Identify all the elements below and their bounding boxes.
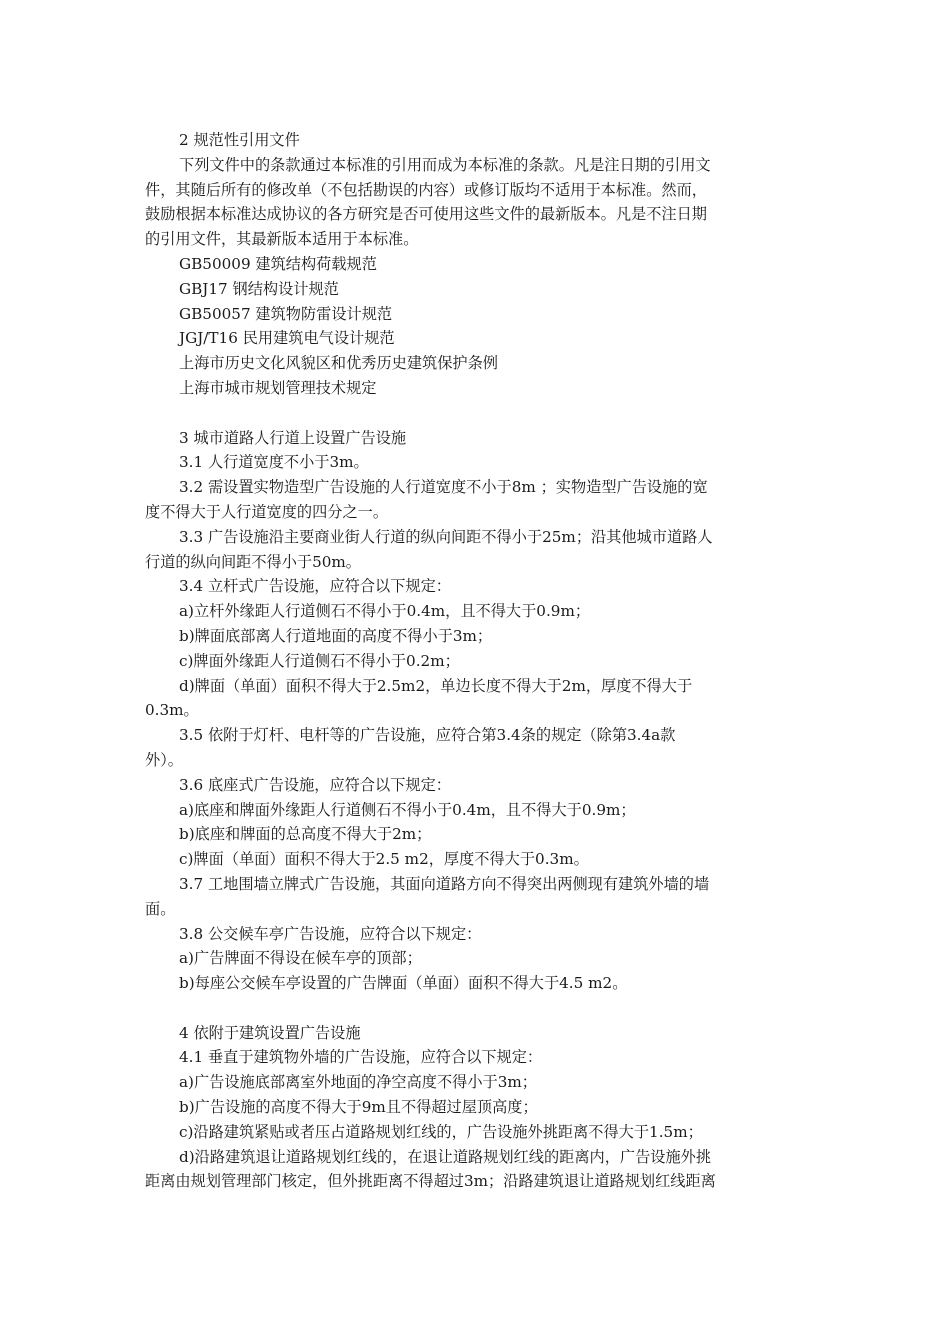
text-line: a)广告牌面不得设在候车亭的顶部； — [179, 949, 422, 968]
text-line: 3.1 人行道宽度不小于3m。 — [179, 453, 369, 472]
text-line: 3.6 底座式广告设施，应符合以下规定： — [179, 775, 451, 794]
blank-line — [145, 996, 800, 1021]
text-line: GB50009 建筑结构荷载规范 — [179, 254, 377, 273]
text-line: GB50057 建筑物防雷设计规范 — [179, 304, 393, 323]
text-line: 上海市城市规划管理技术规定 — [179, 378, 377, 397]
text-line: a)广告设施底部离室外地面的净空高度不得小于3m； — [179, 1073, 537, 1092]
text-line: 的引用文件，其最新版本适用于本标准。 — [145, 230, 419, 249]
text-line: b)每座公交候车亭设置的广告牌面（单面）面积不得大于4.5 m2。 — [179, 974, 628, 993]
text-line: c)牌面外缘距人行道侧石不得小于0.2m； — [179, 651, 460, 670]
text-line: 3.7 工地围墙立牌式广告设施，其面向道路方向不得突出两侧现有建筑外墙的墙 — [179, 874, 710, 893]
text-line: 2 规范性引用文件 — [179, 131, 300, 149]
text-line: 3.8 公交候车亭广告设施，应符合以下规定： — [179, 924, 482, 943]
text-line: d)牌面（单面）面积不得大于2.5m2，单边长度不得大于2m，厚度不得大于 — [179, 676, 693, 695]
text-line: 行道的纵向间距不得小于50m。 — [145, 552, 361, 571]
text-line: 4 依附于建筑设置广告设施 — [179, 1023, 361, 1042]
text-line: 0.3m。 — [145, 701, 199, 720]
text-line: 4.1 垂直于建筑物外墙的广告设施，应符合以下规定： — [179, 1048, 543, 1067]
text-line: c)牌面（单面）面积不得大于2.5 m2，厚度不得大于0.3m。 — [179, 850, 589, 869]
text-line: 上海市历史文化风貌区和优秀历史建筑保护条例 — [179, 354, 498, 373]
text-line: a)立杆外缘距人行道侧石不得小于0.4m，且不得大于0.9m； — [179, 602, 591, 621]
text-line: 面。 — [145, 899, 176, 918]
text-line: 3 城市道路人行道上设置广告设施 — [179, 428, 407, 447]
text-line: b)牌面底部离人行道地面的高度不得小于3m； — [179, 626, 493, 645]
text-line: 距离由规划管理部门核定，但外挑距离不得超过3m；沿路建筑退让道路规划红线距离 — [145, 1172, 716, 1191]
text-line: 外）。 — [145, 750, 183, 769]
text-line: 下列文件中的条款通过本标准的引用而成为本标准的条款。凡是注日期的引用文 — [179, 155, 711, 174]
text-line: a)底座和牌面外缘距人行道侧石不得小于0.4m，且不得大于0.9m； — [179, 800, 636, 819]
text-line: b)广告设施的高度不得大于9m且不得超过屋顶高度； — [179, 1098, 538, 1117]
text-line: d)沿路建筑退让道路规划红线的，在退让道路规划红线的距离内，广告设施外挑 — [179, 1147, 712, 1166]
text-line: 度不得大于人行道宽度的四分之一。 — [145, 502, 388, 521]
text-line: 件，其随后所有的修改单（不包括勘误的内容）或修订版均不适用于本标准。然而， — [145, 180, 707, 199]
text-line: 3.4 立杆式广告设施，应符合以下规定： — [179, 577, 451, 596]
text-line: GBJ17 钢结构设计规范 — [179, 279, 339, 298]
text-line: 3.3 广告设施沿主要商业街人行道的纵向间距不得小于25m；沿其他城市道路人 — [179, 527, 713, 546]
text-line: 3.2 需设置实物造型广告设施的人行道宽度不小于8m ；实物造型广告设施的宽 — [179, 478, 708, 497]
text-line: 3.5 依附于灯杆、电杆等的广告设施，应符合第3.4条的规定（除第3.4a款 — [179, 726, 676, 745]
text-line: c)沿路建筑紧贴或者压占道路规划红线的，广告设施外挑距离不得大于1.5m； — [179, 1122, 703, 1141]
blank-line — [145, 401, 800, 426]
text-line: JGJ/T16 民用建筑电气设计规范 — [179, 329, 395, 348]
text-line: b)底座和牌面的总高度不得大于2m； — [179, 825, 432, 844]
text-line: 鼓励根据本标准达成协议的各方研究是否可使用这些文件的最新版本。凡是不注日期 — [145, 205, 707, 224]
